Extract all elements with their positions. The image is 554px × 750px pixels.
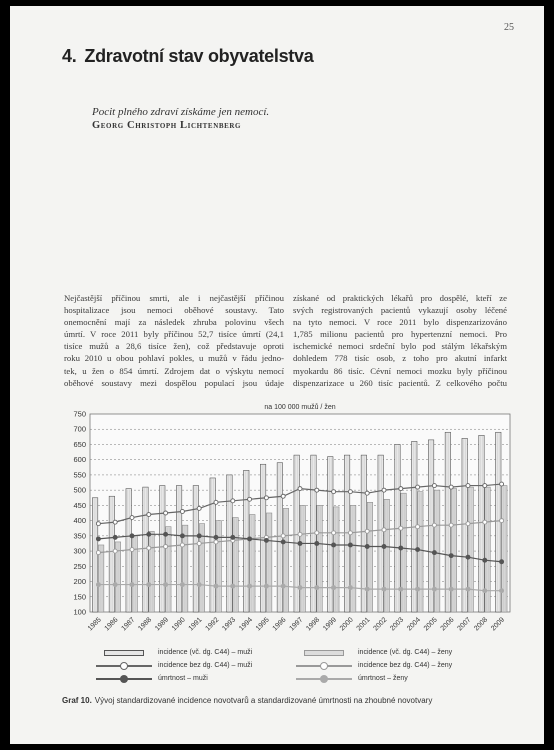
data-point (449, 587, 453, 591)
y-tick-label: 500 (73, 485, 86, 495)
data-point (231, 535, 235, 539)
y-tick-label: 350 (73, 531, 86, 541)
data-point (332, 543, 336, 547)
data-point (365, 587, 369, 591)
data-point (483, 484, 487, 488)
legend-line-icon (296, 675, 352, 683)
data-point (399, 526, 403, 530)
x-tick-label: 2002 (372, 616, 389, 633)
data-point (298, 487, 302, 491)
legend-item (296, 649, 496, 657)
data-point (315, 531, 319, 535)
bar (468, 487, 473, 612)
bar (176, 486, 181, 612)
data-point (264, 538, 268, 542)
x-tick-label: 1986 (103, 616, 120, 633)
x-tick-label: 1989 (154, 616, 171, 633)
data-point (214, 584, 218, 588)
legend-line-icon (96, 675, 152, 683)
data-point (96, 583, 100, 587)
data-point (96, 537, 100, 541)
legend-bar-icon (296, 649, 352, 657)
data-point (382, 587, 386, 591)
data-point (113, 535, 117, 539)
legend-item (96, 675, 296, 683)
x-tick-label: 1994 (238, 616, 255, 633)
data-point (332, 490, 336, 494)
data-point (197, 541, 201, 545)
data-point (298, 586, 302, 590)
data-point (449, 485, 453, 489)
bar (250, 515, 255, 612)
text-line: oběhové soustavy mezi dospělou populací jsou údaje (64, 377, 284, 388)
data-point (315, 586, 319, 590)
data-point (147, 583, 151, 587)
legend-line-icon (96, 662, 152, 670)
data-point (180, 509, 184, 513)
data-point (483, 589, 487, 593)
epigraph-author: Georg Christoph Lichtenberg (92, 120, 242, 131)
text-line: 1,785 milionu pacientů pro hypertenzní nemoci. Pro (293, 329, 507, 340)
data-point (96, 551, 100, 555)
x-tick-label: 2004 (406, 616, 423, 633)
bar (445, 432, 450, 612)
bar (502, 486, 507, 612)
bar (244, 470, 249, 612)
x-tick-label: 1999 (322, 616, 339, 633)
y-tick-label: 600 (73, 455, 86, 465)
x-tick-label: 1997 (288, 616, 305, 633)
text-line: ischemické nemoci srdeční bylo pod stálým lékařským (293, 341, 507, 352)
bar (160, 486, 165, 612)
bar (451, 489, 456, 612)
data-point (113, 583, 117, 587)
y-tick-label: 450 (73, 500, 86, 510)
legend-item (296, 675, 496, 683)
data-point (164, 511, 168, 515)
data-point (130, 534, 134, 538)
bar (334, 507, 339, 612)
data-point (466, 555, 470, 559)
text-line: hospitalizace jsou nemoci oběhové soustavy. Tato (64, 305, 284, 316)
data-point (432, 587, 436, 591)
bar (193, 486, 198, 612)
y-tick-label: 300 (73, 546, 86, 556)
text-column-right (293, 292, 507, 389)
legend-label: úmrtnost – ženy (358, 675, 408, 682)
text-column-left (64, 292, 284, 389)
data-point (432, 551, 436, 555)
x-tick-label: 1991 (187, 616, 204, 633)
data-point (348, 490, 352, 494)
bar (485, 487, 490, 612)
data-point (315, 488, 319, 492)
figure-label: Graf 10. (62, 696, 92, 705)
bar (98, 545, 103, 612)
data-point (164, 583, 168, 587)
legend-bar-icon (96, 649, 152, 657)
chapter-title: Zdravotní stav obyvatelstva (84, 46, 314, 66)
chart-title: na 100 000 mužů / žen (264, 404, 336, 411)
y-tick-label: 750 (73, 409, 86, 419)
data-point (348, 586, 352, 590)
bar (233, 518, 238, 612)
data-point (500, 482, 504, 486)
text-line: Nejčastější příčinou smrti, ale i nejčastější příčinou (64, 293, 284, 303)
data-point (231, 499, 235, 503)
data-point (281, 534, 285, 538)
data-point (348, 531, 352, 535)
x-tick-label: 2001 (355, 616, 372, 633)
x-tick-label: 1992 (204, 616, 221, 633)
x-tick-label: 1996 (271, 616, 288, 633)
data-point (264, 496, 268, 500)
x-tick-label: 2000 (338, 616, 355, 633)
document-page (10, 6, 544, 744)
data-point (180, 583, 184, 587)
text-line: získané od praktických lékařů pro dospělé, kteří ze (293, 293, 507, 303)
legend-line-icon (296, 662, 352, 670)
data-point (214, 500, 218, 504)
chapter-number: 4. (62, 46, 77, 66)
data-point (466, 522, 470, 526)
data-point (466, 587, 470, 591)
data-point (432, 523, 436, 527)
data-point (130, 548, 134, 552)
data-point (483, 558, 487, 562)
data-point (197, 583, 201, 587)
data-point (180, 534, 184, 538)
data-point (365, 545, 369, 549)
data-point (432, 484, 436, 488)
x-tick-label: 2009 (490, 616, 507, 633)
data-point (281, 540, 285, 544)
bar (216, 521, 221, 612)
legend-item (96, 649, 296, 657)
y-tick-label: 100 (73, 607, 86, 617)
data-point (382, 545, 386, 549)
text-line: dispenzarizace u 260 tisíc pacientů. Z celkového počtu (293, 377, 507, 388)
data-point (483, 520, 487, 524)
data-point (96, 522, 100, 526)
data-point (180, 543, 184, 547)
data-point (399, 587, 403, 591)
text-line: na tyto nemoci. V roce 2011 bylo dispenzarizováno (293, 317, 507, 328)
data-point (264, 584, 268, 588)
bar (401, 493, 406, 612)
data-point (197, 534, 201, 538)
legend-item (96, 662, 296, 670)
data-point (197, 506, 201, 510)
bar (300, 505, 305, 612)
x-tick-label: 1985 (86, 616, 103, 633)
data-point (147, 513, 151, 517)
data-point (466, 484, 470, 488)
data-point (214, 540, 218, 544)
data-point (348, 543, 352, 547)
legend-label: úmrtnost – muži (158, 675, 208, 682)
x-tick-label: 1993 (221, 616, 238, 633)
data-point (147, 546, 151, 550)
data-point (130, 516, 134, 520)
x-tick-label: 1988 (137, 616, 154, 633)
x-tick-label: 1998 (305, 616, 322, 633)
text-line: tek, u žen o 854 úmrtí. Zdrojem dat o výskytu nemocí (64, 365, 284, 376)
text-line: roku 2010 u obou pohlaví pokles, u mužů v řádu jedno- (64, 353, 284, 364)
chapter-heading (62, 46, 313, 67)
incidence-mortality-chart (50, 398, 530, 658)
x-tick-label: 1990 (170, 616, 187, 633)
data-point (365, 491, 369, 495)
text-line: úmrtí. V roce 2011 byly příčinou 52,7 tisíce úmrtí (24,1 (64, 329, 284, 340)
data-point (500, 560, 504, 564)
data-point (298, 541, 302, 545)
data-point (248, 497, 252, 501)
data-point (416, 485, 420, 489)
bar (266, 513, 271, 612)
bar (182, 525, 187, 612)
data-point (281, 584, 285, 588)
data-point (382, 528, 386, 532)
data-point (332, 531, 336, 535)
legend-label: incidence (vč. dg. C44) – muži (158, 649, 253, 656)
data-point (399, 487, 403, 491)
page-number: 25 (504, 22, 514, 33)
data-point (164, 545, 168, 549)
x-tick-label: 2005 (422, 616, 439, 633)
data-point (281, 494, 285, 498)
text-line: myokardu 86 tisíc. Cévní nemoci mozku byly příčinou (293, 365, 507, 376)
y-tick-label: 250 (73, 561, 86, 571)
figure-caption (62, 696, 432, 705)
x-tick-label: 1987 (120, 616, 137, 633)
data-point (130, 583, 134, 587)
figure-caption-text: Vývoj standardizované incidence novotvarů a standardizované úmrtnosti na zhoubné novotvary (94, 696, 433, 705)
y-tick-label: 650 (73, 439, 86, 449)
bar (384, 499, 389, 612)
bar (109, 496, 114, 612)
bar (227, 475, 232, 612)
data-point (113, 549, 117, 553)
data-point (248, 584, 252, 588)
bar (317, 505, 322, 612)
data-point (113, 520, 117, 524)
bar (210, 478, 215, 612)
data-point (214, 535, 218, 539)
data-point (315, 541, 319, 545)
bar (149, 531, 154, 612)
chart-legend (96, 646, 496, 685)
bar (350, 505, 355, 612)
data-point (298, 532, 302, 536)
bar (283, 508, 288, 612)
x-tick-label: 2003 (389, 616, 406, 633)
y-tick-label: 400 (73, 516, 86, 526)
bar (367, 502, 372, 612)
data-point (147, 532, 151, 536)
x-tick-label: 2008 (473, 616, 490, 633)
legend-label: incidence bez dg. C44) – ženy (358, 662, 453, 669)
y-tick-label: 150 (73, 592, 86, 602)
data-point (449, 523, 453, 527)
data-point (332, 586, 336, 590)
data-point (500, 519, 504, 523)
data-point (248, 537, 252, 541)
data-point (416, 525, 420, 529)
data-point (365, 529, 369, 533)
text-line: tisíce mužů a 28,6 tisíce žen), což představuje oproti (64, 341, 284, 352)
data-point (231, 584, 235, 588)
data-point (416, 548, 420, 552)
bar (92, 498, 97, 612)
text-line: svých registrovaných pacientů vykazují osoby léčené (293, 305, 507, 316)
legend-label: incidence (vč. dg. C44) – ženy (358, 649, 453, 656)
y-tick-label: 200 (73, 577, 86, 587)
legend-label: incidence bez dg. C44) – muži (158, 662, 253, 669)
y-tick-label: 550 (73, 470, 86, 480)
data-point (416, 587, 420, 591)
data-point (500, 589, 504, 593)
y-tick-label: 700 (73, 424, 86, 434)
data-point (449, 554, 453, 558)
data-point (164, 532, 168, 536)
data-point (399, 546, 403, 550)
epigraph-quote: Pocit plného zdraví získáme jen nemocí. (92, 106, 270, 118)
text-line: dohledem 778 tisíc osob, z toho pro akutní infarkt (293, 353, 507, 364)
x-tick-label: 2007 (456, 616, 473, 633)
legend-item (296, 662, 496, 670)
data-point (382, 488, 386, 492)
text-line: onemocnění mají za následek zhruba polovinu všech (64, 317, 284, 328)
bar (166, 527, 171, 612)
x-tick-label: 2006 (439, 616, 456, 633)
x-tick-label: 1995 (254, 616, 271, 633)
